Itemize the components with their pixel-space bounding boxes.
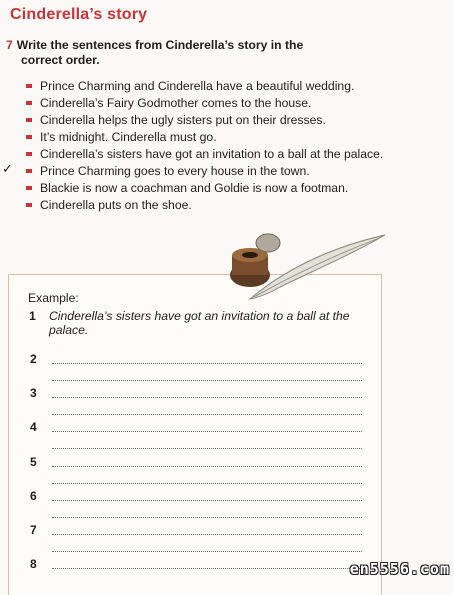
answer-line[interactable] bbox=[52, 568, 362, 569]
answer-line[interactable] bbox=[52, 414, 362, 415]
list-item bbox=[22, 113, 402, 127]
example-text: Cinderella’s sisters have got an invitation to a ball at the palace. bbox=[49, 309, 350, 337]
sentence-list bbox=[22, 79, 402, 215]
answer-line[interactable] bbox=[52, 483, 362, 484]
list-item bbox=[22, 181, 402, 195]
sentence-text: Cinderella helps the ugly sisters put on their dresses. bbox=[40, 113, 326, 127]
sentence-text: Prince Charming and Cinderella have a beautiful wedding. bbox=[40, 79, 355, 93]
answer-row-3 bbox=[0, 386, 380, 418]
answer-number: 6 bbox=[30, 489, 37, 503]
answer-number: 7 bbox=[30, 523, 37, 537]
instruction-line-2: correct order. bbox=[21, 53, 100, 67]
list-item bbox=[22, 198, 402, 212]
sentence-text: Cinderella puts on the shoe. bbox=[40, 198, 192, 212]
answer-number: 2 bbox=[30, 352, 37, 366]
bullet-icon bbox=[26, 101, 32, 105]
answer-row-2 bbox=[0, 352, 380, 384]
answer-row-4 bbox=[0, 420, 380, 452]
sentence-text: Cinderella’s Fairy Godmother comes to the house. bbox=[40, 96, 312, 110]
answer-row-5 bbox=[0, 455, 380, 487]
list-item bbox=[22, 96, 402, 110]
answer-row-6 bbox=[0, 489, 380, 521]
example-number: 1 bbox=[29, 309, 36, 323]
answer-line[interactable] bbox=[52, 551, 362, 552]
exercise-number: 7 bbox=[6, 38, 13, 52]
answer-line[interactable] bbox=[52, 431, 362, 432]
answer-number: 5 bbox=[30, 455, 37, 469]
list-item bbox=[22, 130, 402, 144]
bullet-icon bbox=[26, 135, 32, 139]
bullet-icon bbox=[26, 84, 32, 88]
answer-line[interactable] bbox=[52, 500, 362, 501]
list-item bbox=[22, 164, 402, 178]
instruction-line-1: Write the sentences from Cinderella’s story in the bbox=[16, 38, 304, 52]
list-item bbox=[22, 147, 402, 161]
watermark: en5556.com bbox=[349, 560, 450, 578]
answer-line[interactable] bbox=[52, 363, 362, 364]
answer-number: 4 bbox=[30, 420, 37, 434]
sentence-text: Cinderella’s sisters have got an invitation to a ball at the palace. bbox=[40, 147, 384, 161]
answer-row-8 bbox=[0, 557, 380, 579]
bullet-icon bbox=[26, 152, 32, 156]
bullet-icon bbox=[26, 186, 32, 190]
answer-line[interactable] bbox=[52, 380, 362, 381]
sentence-text: It’s midnight. Cinderella must go. bbox=[40, 130, 217, 144]
bullet-icon bbox=[26, 118, 32, 122]
answer-line[interactable] bbox=[52, 534, 362, 535]
example-label: Example: bbox=[28, 291, 79, 305]
list-item bbox=[22, 79, 402, 93]
answer-number: 8 bbox=[30, 557, 37, 571]
answer-line[interactable] bbox=[52, 397, 362, 398]
instruction bbox=[6, 38, 386, 68]
bullet-icon bbox=[26, 169, 32, 173]
answer-line[interactable] bbox=[52, 466, 362, 467]
answer-number: 3 bbox=[30, 386, 37, 400]
tick-icon: ✓ bbox=[2, 161, 13, 176]
answer-row-7 bbox=[0, 523, 380, 555]
sentence-text: Prince Charming goes to every house in the town. bbox=[40, 164, 310, 178]
inkwell-quill-illustration bbox=[220, 225, 390, 305]
bullet-icon bbox=[26, 203, 32, 207]
page-title: Cinderella’s story bbox=[10, 6, 148, 23]
answer-line[interactable] bbox=[52, 448, 362, 449]
sentence-text: Blackie is now a coachman and Goldie is now a footman. bbox=[40, 181, 349, 195]
answer-line[interactable] bbox=[52, 517, 362, 518]
